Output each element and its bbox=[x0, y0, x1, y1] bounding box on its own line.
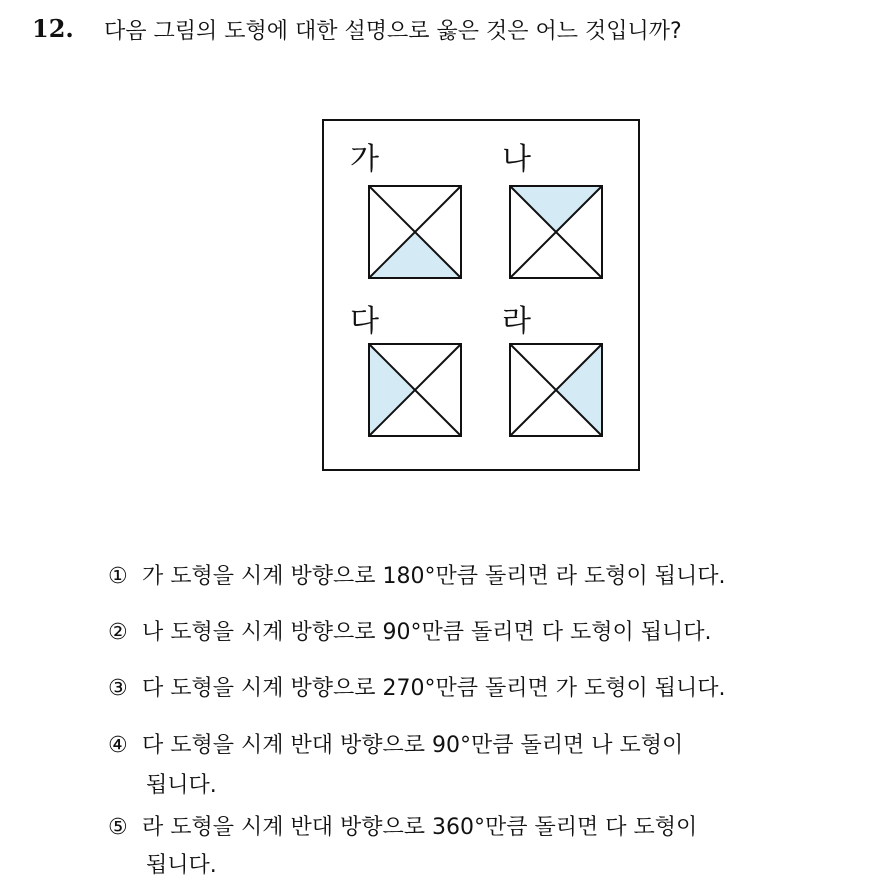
shape-na-shade bbox=[510, 186, 602, 232]
choice-4-text: 다 도형을 시계 반대 방향으로 90°만큼 돌리면 나 도형이 bbox=[142, 733, 684, 758]
shape-da bbox=[368, 343, 462, 437]
choice-3-text: 다 도형을 시계 방향으로 270°만큼 돌리면 가 도형이 됩니다. bbox=[142, 676, 726, 701]
shape-label-na: 나 bbox=[502, 142, 531, 177]
shape-label-ga: 가 bbox=[350, 142, 379, 177]
choice-2[interactable] bbox=[108, 616, 711, 650]
shape-da-shade bbox=[369, 344, 415, 436]
choice-4-continuation: 됩니다. bbox=[146, 773, 217, 798]
choice-1-mark: ① bbox=[108, 564, 128, 589]
choice-5-text: 라 도형을 시계 반대 방향으로 360°만큼 돌리면 다 도형이 bbox=[142, 815, 698, 840]
choice-5-mark: ⑤ bbox=[108, 815, 128, 840]
shape-label-da: 다 bbox=[350, 304, 379, 339]
figure-box bbox=[322, 119, 640, 471]
choice-4-mark: ④ bbox=[108, 733, 128, 758]
choice-3-mark: ③ bbox=[108, 676, 128, 701]
shape-na bbox=[509, 185, 603, 279]
choice-1-text: 가 도형을 시계 방향으로 180°만큼 돌리면 라 도형이 됩니다. bbox=[142, 564, 726, 589]
question-text: 다음 그림의 도형에 대한 설명으로 옳은 것은 어느 것입니까? bbox=[104, 19, 682, 44]
choice-3[interactable] bbox=[108, 672, 725, 706]
shape-ga bbox=[368, 185, 462, 279]
choice-1[interactable] bbox=[108, 560, 725, 594]
shape-ra-shade bbox=[556, 344, 602, 436]
shape-ra bbox=[509, 343, 603, 437]
choice-5[interactable] bbox=[108, 811, 697, 845]
shape-ga-shade bbox=[369, 232, 461, 278]
choice-5-continuation: 됩니다. bbox=[146, 853, 217, 878]
shape-label-ra: 라 bbox=[502, 304, 531, 339]
choice-2-text: 나 도형을 시계 방향으로 90°만큼 돌리면 다 도형이 됩니다. bbox=[142, 620, 712, 645]
choice-4[interactable] bbox=[108, 729, 683, 763]
choice-2-mark: ② bbox=[108, 620, 128, 645]
question-number: 12. bbox=[32, 14, 74, 43]
